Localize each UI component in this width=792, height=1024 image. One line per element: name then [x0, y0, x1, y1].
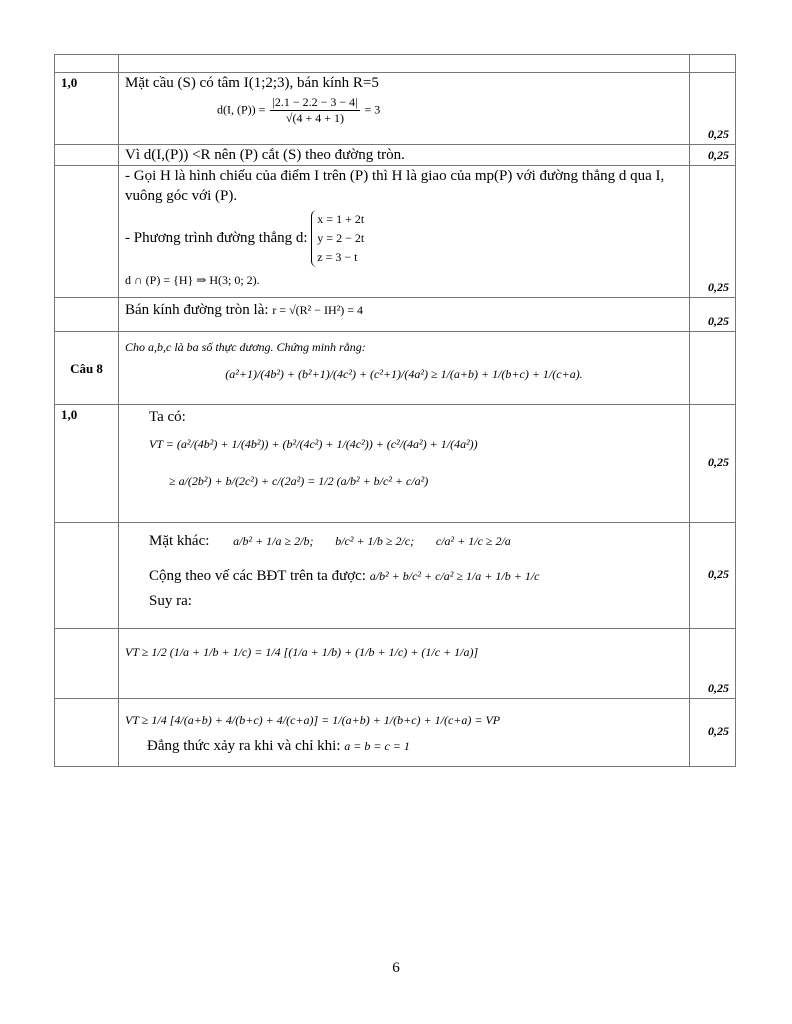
question-cell: [119, 332, 690, 405]
points-cell: 1,0: [55, 73, 119, 145]
radius-formula: r = √(R² − IH²) = 4: [272, 303, 364, 317]
line-equation: - Phương trình đường thẳng d: x = 1 + 2t y = 2 − 2t z = 3 − t: [125, 210, 683, 267]
intro-text: Ta có:: [149, 409, 186, 425]
question-inequality: (a²+1)/(4b²) + (b²+1)/(4c²) + (c²+1)/(4a²) ≥ 1/(a+b) + 1/(b+c) + 1/(c+a).: [225, 367, 583, 381]
equality-condition: Đẳng thức xảy ra khi và chỉ khi: a = b = c = 1: [147, 738, 410, 754]
vt-final-step: VT ≥ 1/4 [4/(a+b) + 4/(b+c) + 4/(c+a)] = 1/(a+b) + 1/(b+c) + 1/(c+a) = VP: [125, 713, 501, 727]
table-row: [55, 73, 736, 145]
table-row: [55, 523, 736, 629]
distance-formula: d(I, (P)) = $\frac{|2.1 - 2.2 - 3 - 4|}{√(4 + 4 + 1)}$ = 3: [217, 95, 381, 125]
intersection-point: d ∩ (P) = {H} ⇒ H(3; 0; 2).: [125, 273, 260, 287]
table-row: [55, 145, 736, 166]
score-cell: 0,25: [690, 73, 736, 145]
sphere-statement: Mặt cầu (S) có tâm I(1;2;3), bán kính R=5: [125, 75, 379, 91]
score-cell: 0,25: [690, 145, 736, 166]
question-prompt: Cho a,b,c là ba số thực dương. Chứng minh rằng:: [125, 340, 366, 354]
equation-system: x = 1 + 2t y = 2 − 2t z = 3 − t: [311, 210, 364, 267]
sum-inequality: Cộng theo vế các BĐT trên ta được: a/b² + b/c² + c/a² ≥ 1/a + 1/b + 1/c: [149, 568, 540, 584]
table-row: [55, 332, 736, 405]
vt-harmonic-step: VT ≥ 1/2 (1/a + 1/b + 1/c) = 1/4 [(1/a + 1/b) + (1/b + 1/c) + (1/c + 1/a)]: [125, 645, 479, 659]
score-cell: 0,25: [690, 699, 736, 767]
table-row: [55, 405, 736, 523]
score-cell: 0,25: [690, 629, 736, 699]
content-cell: [119, 629, 690, 699]
score-cell: 0,25: [690, 523, 736, 629]
content-cell: [119, 298, 690, 332]
vt-expansion: VT = (a²/(4b²) + 1/(4b²)) + (b²/(4c²) + 1/(4c²)) + (c²/(4a²) + 1/(4a²)): [149, 437, 478, 451]
table-row: [55, 55, 736, 73]
content-cell: [119, 523, 690, 629]
vt-lower-bound: ≥ a/(2b²) + b/(2c²) + c/(2a²) = 1/2 (a/b² + b/c² + c/a²): [169, 474, 429, 488]
score-cell: 0,25: [690, 298, 736, 332]
question-label: Câu 8: [55, 332, 119, 405]
answer-table: [54, 54, 736, 767]
other-inequalities: Mặt khác: a/b² + 1/a ≥ 2/b; b/c² + 1/b ≥ 2/c; c/a² + 1/c ≥ 2/a: [149, 533, 511, 549]
content-cell: [119, 405, 690, 523]
table-row: [55, 629, 736, 699]
score-cell: 0,25: [690, 405, 736, 523]
content-cell: [119, 166, 690, 298]
page-number: 6: [392, 960, 400, 976]
table-row: [55, 166, 736, 298]
radius-label: Bán kính đường tròn là:: [125, 302, 269, 318]
table-row: [55, 699, 736, 767]
conclude-text: Suy ra:: [149, 593, 192, 609]
points-cell: 1,0: [55, 405, 119, 523]
intersect-statement: Vì d(I,(P)) <R nên (P) cắt (S) theo đường tròn.: [119, 145, 690, 166]
projection-statement: - Gọi H là hình chiếu của điểm I trên (P) thì H là giao của mp(P) với đường thẳng d qua I, vuông góc với (P).: [125, 168, 665, 204]
table-row: [55, 298, 736, 332]
content-cell: [119, 699, 690, 767]
score-cell: 0,25: [690, 166, 736, 298]
content-cell: [119, 73, 690, 145]
